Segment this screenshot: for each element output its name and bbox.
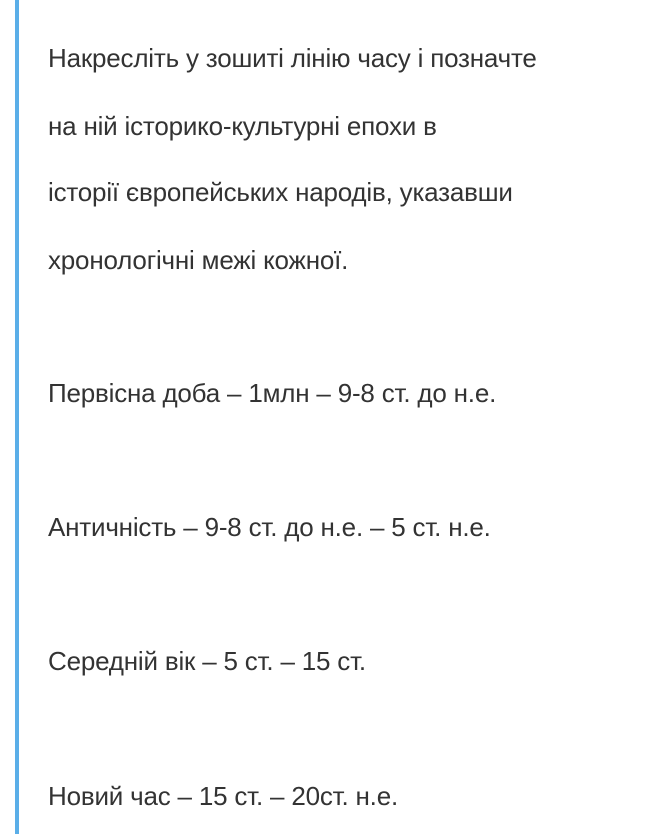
- epoch-item-antiquity: Античність – 9-8 ст. до н.е. – 5 ст. н.е.: [48, 512, 491, 542]
- task-text-line: історії європейських народів, указавши: [48, 177, 513, 207]
- task-text-line: Накресліть у зошиті лінію часу і позначте: [48, 43, 537, 73]
- task-text-line: на ній історико-культурні епохи в: [48, 111, 437, 141]
- epoch-item-primitive: Первісна доба – 1млн – 9-8 ст. до н.е.: [48, 378, 497, 408]
- epoch-item-middle-ages: Середній вік – 5 ст. – 15 ст.: [48, 646, 366, 676]
- quote-accent-bar: [15, 0, 19, 834]
- task-text-line: хронологічні межі кожної.: [48, 245, 349, 275]
- epoch-item-modern-time: Новий час – 15 ст. – 20ст. н.е.: [48, 781, 398, 811]
